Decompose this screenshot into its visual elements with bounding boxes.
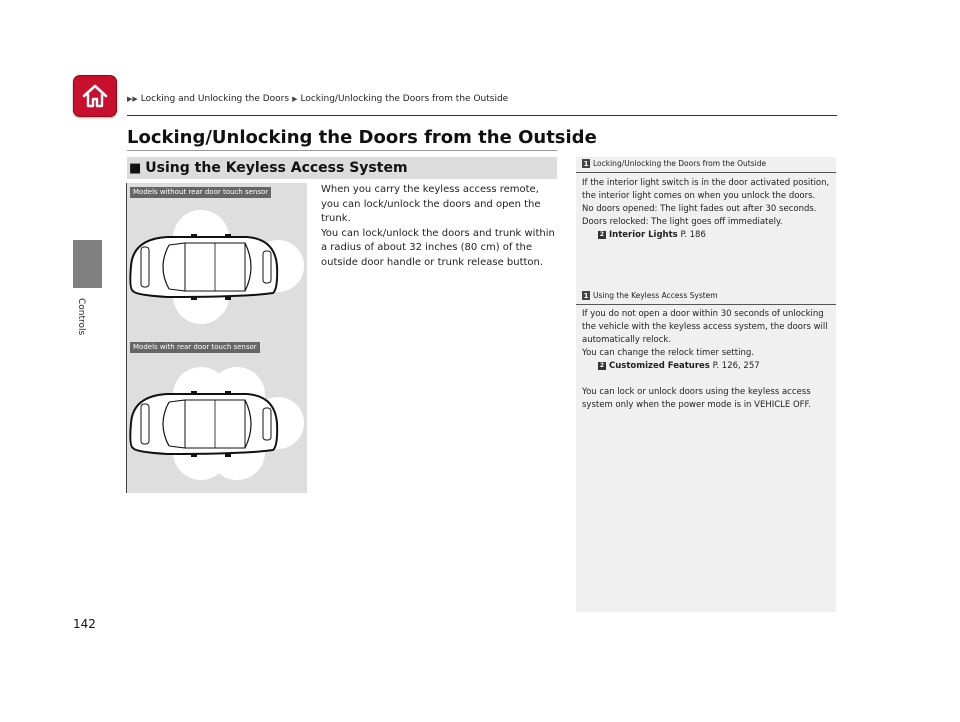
page-number: 142 [73, 617, 96, 631]
model-tag-with-rear-sensor: Models with rear door touch sensor [130, 342, 260, 353]
car-top-view-icon [130, 391, 277, 457]
chapter-tab-label: Controls [76, 298, 86, 336]
section-title: Using the Keyless Access System [145, 160, 408, 176]
page-title: Locking/Unlocking the Doors from the Outside [127, 127, 597, 148]
note-title: Using the Keyless Access System [593, 291, 718, 300]
keyless-range-illustration [127, 183, 307, 493]
xref-page: P. 126, 257 [712, 361, 760, 371]
breadcrumb-arrow-icon: ▶ [292, 95, 298, 103]
note-rule [576, 172, 836, 173]
xref-customized-features[interactable] [582, 360, 832, 373]
home-button[interactable] [73, 75, 117, 117]
home-icon [81, 83, 109, 109]
note-header [582, 159, 766, 168]
note-line: You can lock or unlock doors using the keyless access system only when the power mode is in VEHICLE OFF. [582, 387, 811, 410]
body-paragraph: You can lock/unlock the doors and trunk within a radius of about 32 inches (80 cm) of the outside door handle or trunk release button. [321, 227, 555, 268]
breadcrumb-item-locking-and-unlocking[interactable]: Locking and Unlocking the Doors [140, 94, 290, 104]
note-line: No doors opened: The light fades out after 30 seconds. [582, 204, 817, 214]
note-header [582, 291, 718, 300]
spacer [582, 373, 832, 386]
xref-arrow-icon: 2 [599, 362, 605, 369]
note-number-icon: 1 [583, 291, 589, 300]
note-line: Doors relocked: The light goes off immediately. [582, 217, 783, 227]
xref-label: Interior Lights [609, 230, 678, 240]
note-rule [576, 304, 836, 305]
note-title: Locking/Unlocking the Doors from the Outside [593, 159, 767, 168]
xref-label: Customized Features [609, 361, 710, 371]
breadcrumb [127, 94, 508, 104]
note-line: If the interior light switch is in the door activated position, the interior light comes on when you unlock the doors. [582, 178, 830, 201]
breadcrumb-item-current[interactable]: Locking/Unlocking the Doors from the Outside [300, 94, 509, 104]
breadcrumb-arrow-icon: ▶▶ [127, 95, 138, 103]
note-body [582, 177, 832, 242]
section-header [127, 157, 557, 179]
xref-page: P. 186 [680, 230, 706, 240]
section-body [321, 183, 557, 270]
xref-arrow-icon: 2 [599, 231, 605, 238]
header-rule [127, 115, 837, 116]
note-line: You can change the relock timer setting. [582, 348, 754, 358]
car-top-view-icon [130, 234, 277, 300]
note-number-icon: 1 [583, 159, 589, 168]
note-line: If you do not open a door within 30 seconds of unlocking the vehicle with the keyless access system, the doors will automatically relock. [582, 309, 828, 345]
model-tag-without-rear-sensor: Models without rear door touch sensor [130, 187, 271, 198]
title-rule [127, 150, 557, 151]
note-body [582, 308, 832, 412]
body-paragraph: When you carry the keyless access remote, you can lock/unlock the doors and open the trunk. [321, 184, 541, 224]
section-square-icon: ■ [129, 160, 142, 176]
chapter-tab-marker [73, 240, 102, 288]
xref-interior-lights[interactable] [582, 229, 832, 242]
